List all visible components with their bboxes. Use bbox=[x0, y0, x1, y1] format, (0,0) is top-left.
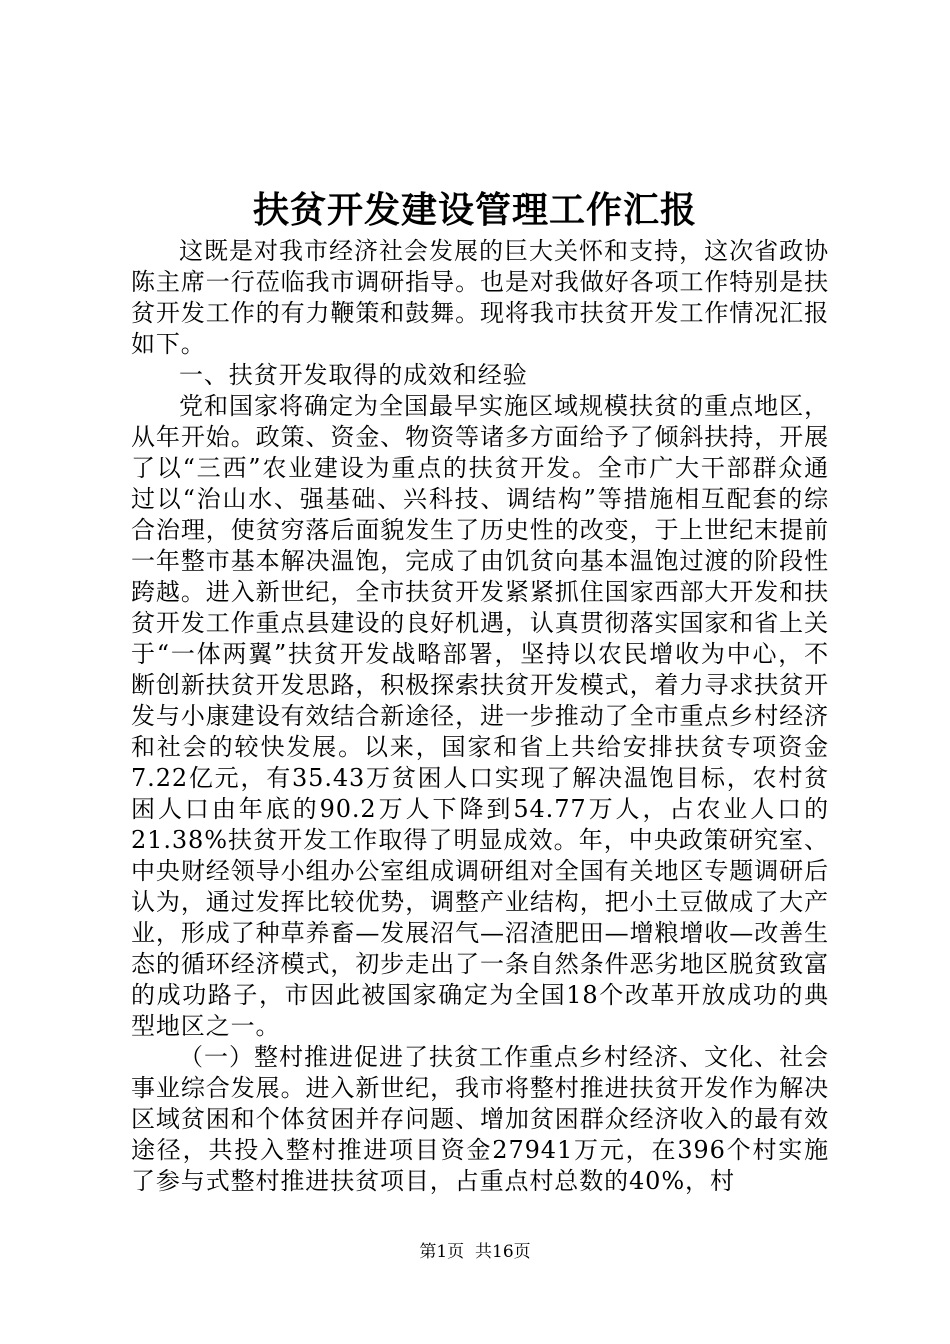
footer-spacer bbox=[464, 1242, 475, 1262]
body-paragraph: 党和国家将确定为全国最早实施区域规模扶贫的重点地区，从年开始。政策、资金、物资等诸多方面给予了倾斜扶持，开展了以“三西”农业建设为重点的扶贫开发。全市广大干部群众通过以“治山水、强基础、兴科技、调结构”等措施相互配套的综合治理，使贫穷落后面貌发生了历史性的改变，于上世纪末提前一年整市基本解决温饱，完成了由饥贫向基本温饱过渡的阶段性跨越。进入新世纪，全市扶贫开发紧紧抓住国家西部大开发和扶贫开发工作重点县建设的良好机遇，认真贯彻落实国家和省上关于“一体两翼”扶贫开发战略部署，坚持以农民增收为中心，不断创新扶贫开发思路，积极探索扶贫开发模式，着力寻求扶贫开发与小康建设有效结合新途径，进一步推动了全市重点乡村经济和社会的较快发展。以来，国家和省上共给安排扶贫专项资金7.22亿元，有35.43万贫困人口实现了解决温饱目标，农村贫困人口由年底的90.2万人下降到54.77万人，占农业人口的21.38%扶贫开发工作取得了明显成效。年，中央政策研究室、中央财经领导小组办公室组成调研组对全国有关地区专题调研后认为，通过发挥比较优势，调整产业结构，把小土豆做成了大产业，形成了种草养畜—发展沼气—沼渣肥田—增粮增收—改善生态的循环经济模式，初步走出了一条自然条件恶劣地区脱贫致富的成功路子，市因此被国家确定为全国18个改革开放成功的典型地区之一。 bbox=[131, 392, 829, 1040]
section-heading: 一、扶贫开发取得的成效和经验 bbox=[179, 361, 528, 389]
page-number: 第1页 bbox=[419, 1242, 465, 1262]
page-footer bbox=[0, 1241, 950, 1263]
intro-paragraph: 这既是对我市经济社会发展的巨大关怀和支持，这次省政协陈主席一行莅临我市调研指导。也是对我做好各项工作特别是扶贫开发工作的有力鞭策和鼓舞。现将我市扶贫开发工作情况汇报如下。 bbox=[131, 237, 829, 358]
document-body bbox=[131, 236, 829, 1197]
subsection-paragraph: （一）整村推进促进了扶贫工作重点乡村经济、文化、社会事业综合发展。进入新世纪，我市将整村推进扶贫开发作为解决区域贫困和个体贫困并存问题、增加贫困群众经济收入的最有效途径，共投入整村推进项目资金27941万元，在396个村实施了参与式整村推进扶贫项目，占重点村总数的40%，村 bbox=[131, 1043, 829, 1195]
document-title: 扶贫开发建设管理工作汇报 bbox=[252, 189, 697, 231]
total-pages: 共16页 bbox=[475, 1242, 531, 1262]
